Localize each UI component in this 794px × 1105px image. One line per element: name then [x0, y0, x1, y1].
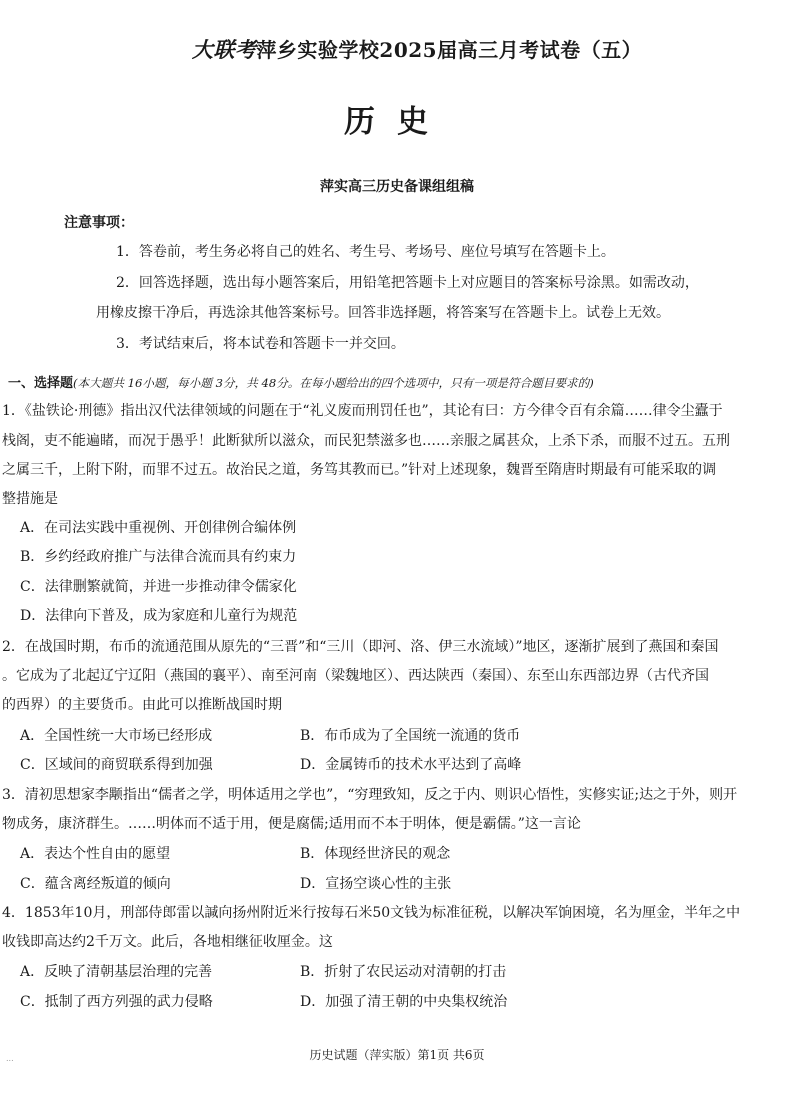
question-4-text: 收钱即高达约2千万文。此后，各地相继征收厘金。这: [2, 934, 333, 950]
question-3-text: 物成务，康济群生。……明体而不适于用，便是腐儒;适用而不本于明体，便是霸儒。”这一言论: [2, 816, 581, 832]
question-1-text: 之属三千，上附下附，而罪不过五。故治民之道，务笃其教而已。”针对上述现象，魏晋至隋唐时期最有可能采取的调: [2, 462, 717, 478]
question-4-text: 4．1853年10月，刑部侍郎雷以諴向扬州附近米行按每石米50文钱为标准征税，以解决军饷困境，名为厘金，半年之中: [2, 905, 741, 921]
question-2-option-b: B．布币成为了全国统一流通的货币: [300, 728, 521, 744]
author-line: 萍实高三历史备课组组稿: [320, 179, 474, 195]
question-1-option-b: B．乡约经政府推广与法律合流而具有约束力: [20, 549, 297, 565]
question-4-option-d: D．加强了清王朝的中央集权统治: [300, 994, 508, 1010]
notice-title: 注意事项：: [64, 215, 134, 231]
brand-name: 大联考: [191, 37, 257, 62]
question-1-option-c: C．法律删繁就简，并进一步推动律令儒家化: [20, 579, 297, 595]
question-2-option-c: C．区域间的商贸联系得到加强: [20, 757, 213, 773]
exam-title: 萍乡实验学校2025届高三月考试卷（五）: [256, 38, 643, 62]
question-2-text: 的西界）的主要货币。由此可以推断战国时期: [2, 697, 282, 713]
question-3-option-a: A．表达个性自由的愿望: [20, 846, 171, 862]
question-3-option-b: B．体现经世济民的观念: [300, 846, 451, 862]
question-2-option-d: D．金属铸币的技术水平达到了高峰: [300, 757, 522, 773]
section-description: (本大题共 16小题，每小题 3分，共 48分。在每小题给出的四个选项中，只有一项是符合题目要求的): [73, 376, 594, 390]
question-3-option-d: D．宣扬空谈心性的主张: [300, 876, 452, 892]
question-2-text: 2．在战国时期，布币的流通范围从原先的“三晋”和“三川（即河、洛、伊三水流域）”地区，逐渐扩展到了燕国和秦国: [2, 639, 719, 655]
question-1-option-d: D．法律向下普及，成为家庭和儿童行为规范: [20, 608, 298, 624]
notice-item: 2．回答选择题，选出每小题答案后，用铅笔把答题卡上对应题目的答案标号涂黑。如需改动，: [116, 275, 699, 291]
corner-mark: ...: [6, 1054, 14, 1063]
question-1-text: 栈阁，吏不能遍睹，而况于愚乎！此断狱所以滋众，而民犯禁滋多也……亲服之属甚众，上杀下杀，而服不过五。五刑: [2, 433, 730, 449]
question-4-option-b: B．折射了农民运动对清朝的打击: [300, 964, 507, 980]
question-4-option-c: C．抵制了西方列强的武力侵略: [20, 994, 213, 1010]
question-1-text: 整措施是: [2, 491, 58, 507]
page-footer: 历史试题（萍实版）第1页 共6页: [309, 1048, 485, 1062]
section-heading: [8, 372, 594, 391]
question-3-option-c: C．蕴含离经叛道的倾向: [20, 876, 171, 892]
notice-item: 3．考试结束后，将本试卷和答题卡一并交回。: [116, 336, 405, 352]
question-4-option-a: A．反映了清朝基层治理的完善: [20, 964, 213, 980]
question-3-text: 3．清初思想家李颙指出“儒者之学，明体适用之学也”，“穷理致知，反之于内、则识心悟性，实修实证;达之于外，则开: [2, 787, 738, 803]
exam-header: [0, 34, 794, 64]
notice-item: 用橡皮擦干净后，再选涂其他答案标号。回答非选择题，将答案写在答题卡上。试卷上无效。: [96, 305, 670, 321]
question-1-option-a: A．在司法实践中重视例、开创律例合编体例: [20, 520, 297, 536]
subject-title: 历史: [344, 104, 450, 140]
question-1-text: 1．《盐铁论·刑德》指出汉代法律领域的问题在于“礼义废而刑罚任也”，其论有曰：方今律令百有余篇……律令尘蠹于: [2, 403, 723, 419]
question-2-option-a: A．全国性统一大市场已经形成: [20, 728, 213, 744]
question-2-text: 。它成为了北起辽宁辽阳（燕国的襄平）、南至河南（梁魏地区）、西达陕西（秦国）、东至山东西部边界（古代齐国: [2, 668, 709, 684]
notice-item: 1．答卷前，考生务必将自己的姓名、考生号、考场号、座位号填写在答题卡上。: [116, 244, 615, 260]
section-label: 一、选择题: [8, 376, 74, 391]
